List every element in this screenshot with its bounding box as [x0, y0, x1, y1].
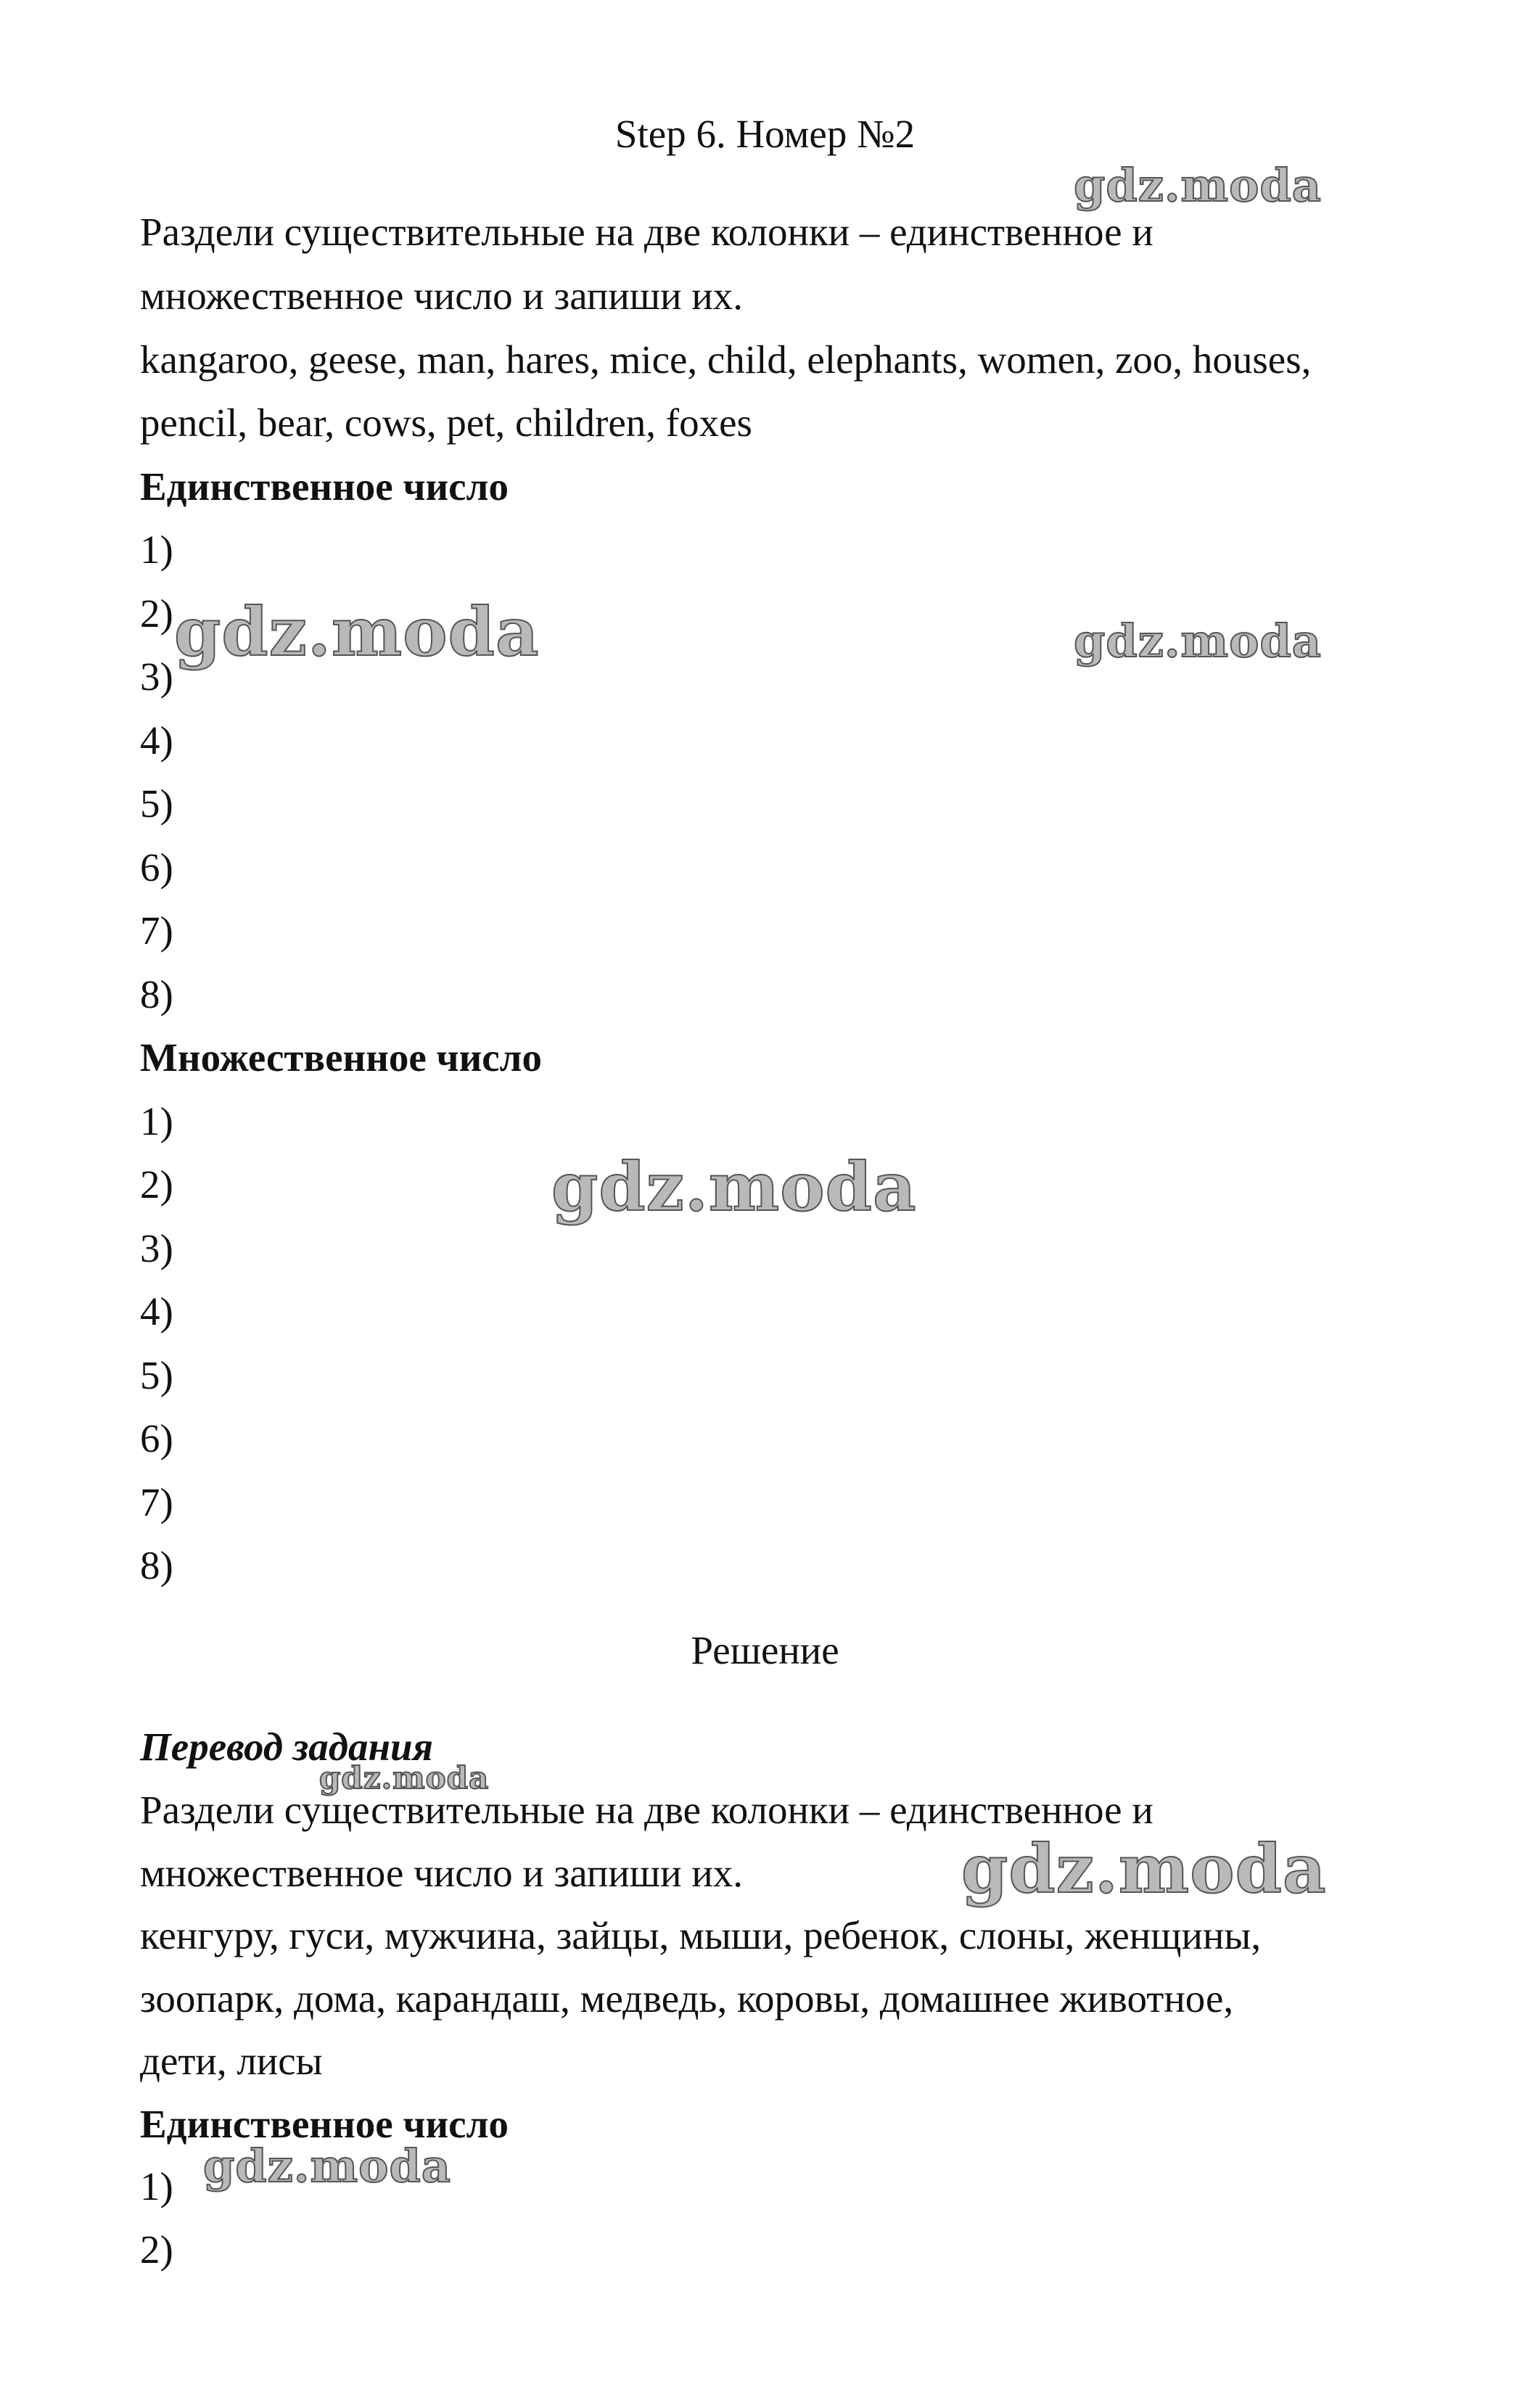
watermark-logo: gdz.moda [961, 1830, 1327, 1908]
translation-singular-item-2: 2) [140, 2227, 173, 2272]
solution-heading: Решение [691, 1628, 839, 1672]
watermark-logo: gdz.moda [319, 1760, 490, 1796]
plural-item-4: 4) [140, 1289, 173, 1334]
singular-item-3: 3) [140, 654, 173, 699]
translation-words-line-2: зоопарк, дома, карандаш, медведь, коровы, домашнее животное, [140, 1976, 1234, 2021]
page-title: Step 6. Номер №2 [614, 112, 916, 156]
plural-item-8: 8) [140, 1543, 173, 1587]
watermark-logo: gdz.moda [174, 593, 540, 671]
task-words-line-1: kangaroo, geese, man, hares, mice, child, elephants, women, zoo, houses, [140, 337, 1312, 382]
watermark-logo: gdz.moda [551, 1148, 917, 1226]
plural-item-1: 1) [140, 1099, 173, 1143]
plural-heading: Множественное число [140, 1035, 543, 1080]
singular-item-6: 6) [140, 845, 173, 889]
task-words-line-2: pencil, bear, cows, pet, children, foxes [140, 400, 752, 445]
singular-item-2: 2) [140, 591, 173, 636]
watermark-logo: gdz.moda [1074, 615, 1322, 667]
watermark-logo: gdz.moda [1074, 159, 1322, 212]
translation-instruction-line-2: множественное число и запиши их. [140, 1851, 744, 1895]
watermark-logo: gdz.moda [203, 2140, 451, 2193]
singular-item-7: 7) [140, 908, 173, 953]
translation-singular-heading: Единственное число [140, 2102, 509, 2146]
translation-singular-item-1: 1) [140, 2164, 173, 2208]
singular-item-4: 4) [140, 718, 173, 763]
task-instruction-line-1: Раздели существительные на две колонки – единственное и [140, 210, 1153, 254]
translation-heading: Перевод задания [140, 1725, 433, 1769]
plural-item-6: 6) [140, 1416, 173, 1460]
singular-item-8: 8) [140, 972, 173, 1016]
task-instruction-line-2: множественное число и запиши их. [140, 274, 744, 318]
plural-item-5: 5) [140, 1353, 173, 1397]
plural-item-2: 2) [140, 1162, 173, 1207]
translation-words-line-3: дети, лисы [140, 2039, 323, 2083]
translation-words-line-1: кенгуру, гуси, мужчина, зайцы, мыши, ребенок, слоны, женщины, [140, 1913, 1262, 1957]
singular-item-5: 5) [140, 781, 173, 826]
plural-item-3: 3) [140, 1226, 173, 1270]
plural-item-7: 7) [140, 1480, 173, 1524]
singular-heading: Единственное число [140, 464, 509, 509]
translation-instruction-line-1: Раздели существительные на две колонки – единственное и [140, 1788, 1153, 1832]
singular-item-1: 1) [140, 527, 173, 572]
